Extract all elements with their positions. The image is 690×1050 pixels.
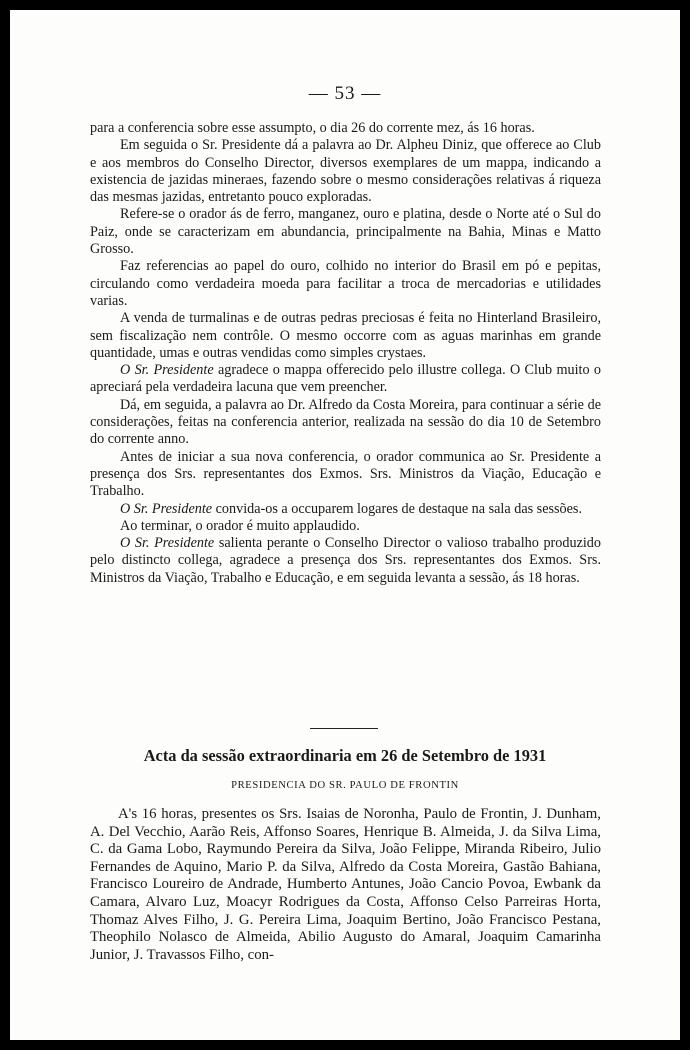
paragraph: Em seguida o Sr. Presidente dá a palavra ao Dr. Alpheu Diniz, que offerece ao Club e aos membros do Conselho Director, diversos exemplares de um mappa, indicando a existencia de jazidas mineraes, fazendo sobre o mesmo considerações relativas á riqueza das mesmas jazidas, entretanto pouco exploradas. [90, 137, 601, 206]
paragraph-text: convida-os a occuparem logares de destaque na sala das sessões. [212, 500, 582, 517]
attendees-paragraph: A's 16 horas, presentes os Srs. Isaias de Noronha, Paulo de Frontin, J. Dunham, A. Del Vecchio, Aarão Reis, Affonso Soares, Henrique B. Almeida, J. da Silva Lima, C. da Gama Lobo, Raymundo Pereira da Silva, João Felippe, Miranda Ribeiro, Julio Fernandes de Aquino, Mario P. da Silva, Alfredo da Costa Moreira, Gastão Bahiana, Francisco Loureiro de Andrade, Humberto Antunes, João Cancio Povoa, Ewbank da Camara, Alvaro Luz, Moacyr Rodrigues da Costa, Affonso Celso Parreiras Horta, Thomaz Alves Filho, J. G. Pereira Lima, Joaquim Bertino, João Francisco Pestana, Theophilo Nolasco de Almeida, Abilio Augusto do Amaral, Joaquim Camarinha Junior, J. Travassos Filho, con- [90, 806, 601, 963]
paragraph: Antes de iniciar a sua nova conferencia, o orador communica ao Sr. Presidente a presença dos Srs. representantes dos Exmos. Srs. Ministros da Viação, Educação e Trabalho. [90, 448, 601, 500]
paragraph: para a conferencia sobre esse assumpto, o dia 26 do corrente mez, ás 16 horas. [90, 120, 535, 136]
attendees-block [90, 806, 601, 964]
minutes-body [90, 120, 601, 587]
section-divider [310, 728, 378, 729]
paragraph: A venda de turmalinas e de outras pedras preciosas é feita no Hinterland Brasileiro, sem fiscalização nem contrôle. O mesmo occorre com as aguas marinhas em grande quantidade, umas e outras vendidas como simples crystaes. [90, 310, 601, 361]
paragraph: Dá, em seguida, a palavra ao Dr. Alfredo da Costa Moreira, para continuar a série de considerações, feitas na conferencia anterior, realizada na sessão do dia 10 de Setembro do corrente anno. [90, 396, 601, 448]
paragraph [90, 362, 601, 397]
page-number: — 53 — [308, 83, 382, 104]
speaker-lead: O Sr. Presidente [120, 500, 213, 517]
paragraph: Faz referencias ao papel do ouro, colhido no interior do Brasil em pó e pepitas, circulando como verdadeira moeda para facilitar a troca de mercadorias e utilidades varias. [90, 258, 601, 309]
speaker-lead: O Sr. Presidente [120, 535, 215, 552]
presidency-line: PRESIDENCIA DO SR. PAULO DE FRONTIN [231, 780, 459, 791]
paragraph [90, 501, 601, 518]
paragraph-text: agradece o mappa offerecido pelo illustre collega. O Club muito o apreciará pela verdadeira lacuna que vem preencher. [90, 362, 601, 396]
speaker-lead: O Sr. Presidente [120, 362, 214, 379]
paragraph-text: salienta perante o Conselho Director o valioso trabalho produzido pelo distincto collega, agradece a presença dos Srs. representantes dos Exmos. Srs. Ministros da Viação, Trabalho e Educação, e em seguida levanta a sessão, ás 18 horas. [90, 535, 601, 586]
paragraph: Ao terminar, o orador é muito applaudido. [120, 517, 360, 534]
paragraph: Refere-se o orador ás de ferro, manganez, ouro e platina, desde o Norte até o Sul do Paiz, onde se caracterizam em abundancia, principalmente na Bahia, Minas e Matto Grosso. [90, 206, 601, 258]
paragraph [90, 535, 601, 587]
section-title: Acta da sessão extraordinaria em 26 de Setembro de 1931 [143, 746, 547, 765]
scanned-page [10, 10, 680, 1040]
